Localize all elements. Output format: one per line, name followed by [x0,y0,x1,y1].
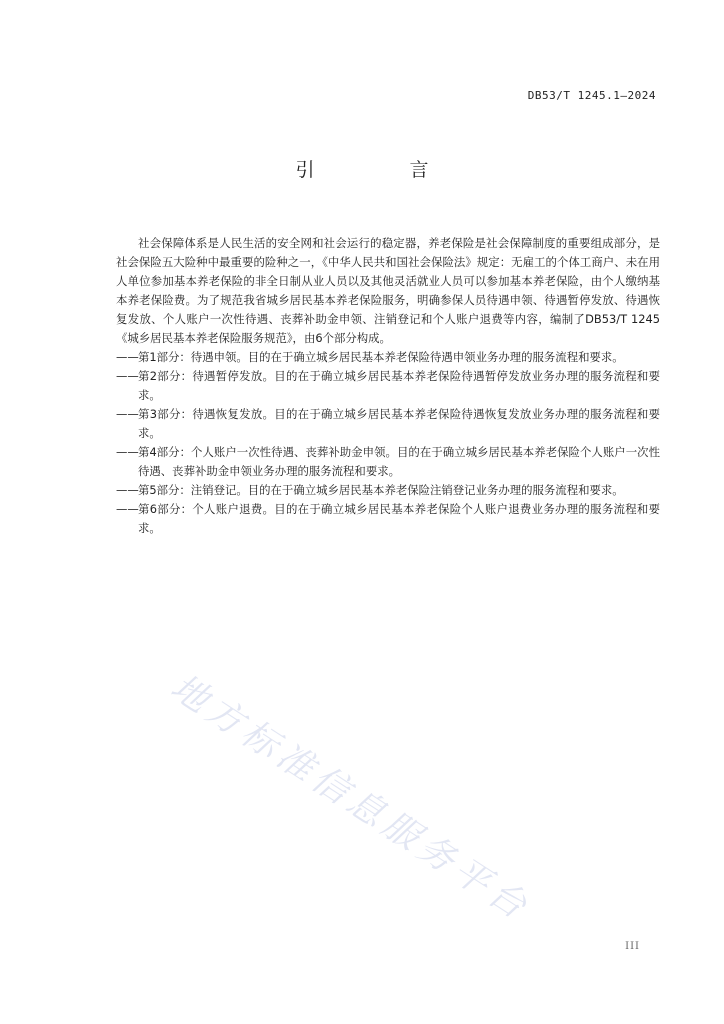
list-item [116,405,660,443]
watermark: 地方标准信息服务平台 [163,666,538,930]
list-item [116,367,660,405]
page-number: III [625,941,640,952]
list-dash: —— [116,502,139,516]
list-item-text: 第1部分：待遇申领。目的在于确立城乡居民基本养老保险待遇申领业务办理的服务流程和要求。 [138,350,624,364]
list-item-text: 第5部分：注销登记。目的在于确立城乡居民基本养老保险注销登记业务办理的服务流程和要求。 [138,483,624,497]
list-item-text: 第4部分：个人账户一次性待遇、丧葬补助金申领。目的在于确立城乡居民基本养老保险个人账户一次性待遇、丧葬补助金申领业务办理的服务流程和要求。 [138,445,660,478]
page-title: 引 言 [295,159,467,181]
list-dash: —— [116,483,139,497]
list-dash: —— [116,445,139,459]
list-item [116,500,660,538]
list-item-text: 第6部分：个人账户退费。目的在于确立城乡居民基本养老保险个人账户退费业务办理的服务流程和要求。 [138,502,660,535]
list-item [116,443,660,481]
intro-paragraph: 社会保障体系是人民生活的安全网和社会运行的稳定器，养老保险是社会保障制度的重要组成部分，是社会保险五大险种中最重要的险种之一，《中华人民共和国社会保险法》规定：无雇工的个体工商户、未在用人单位参加基本养老保险的非全日制从业人员以及其他灵活就业人员可以参加基本养老保险，由个人缴纳基本养老保险费。为了规范我省城乡居民基本养老保险服务，明确参保人员待遇申领、待遇暂停发放、待遇恢复发放、个人账户一次性待遇、丧葬补助金申领、注销登记和个人账户退费等内容，编制了DB53/T 1245 《城乡居民基本养老保险服务规范》，由6个部分构成。 [116,236,660,345]
list-dash: —— [116,407,139,421]
list-item-text: 第2部分：待遇暂停发放。目的在于确立城乡居民基本养老保险待遇暂停发放业务办理的服务流程和要求。 [138,369,660,402]
document-code: DB53/T 1245.1—2024 [527,89,656,102]
list-item-text: 第3部分：待遇恢复发放。目的在于确立城乡居民基本养老保险待遇恢复发放业务办理的服务流程和要求。 [138,407,660,440]
list-item [116,481,660,500]
list-dash: —— [116,369,139,383]
list-dash: —— [116,350,139,364]
document-body [116,234,660,538]
list-item [116,348,660,367]
